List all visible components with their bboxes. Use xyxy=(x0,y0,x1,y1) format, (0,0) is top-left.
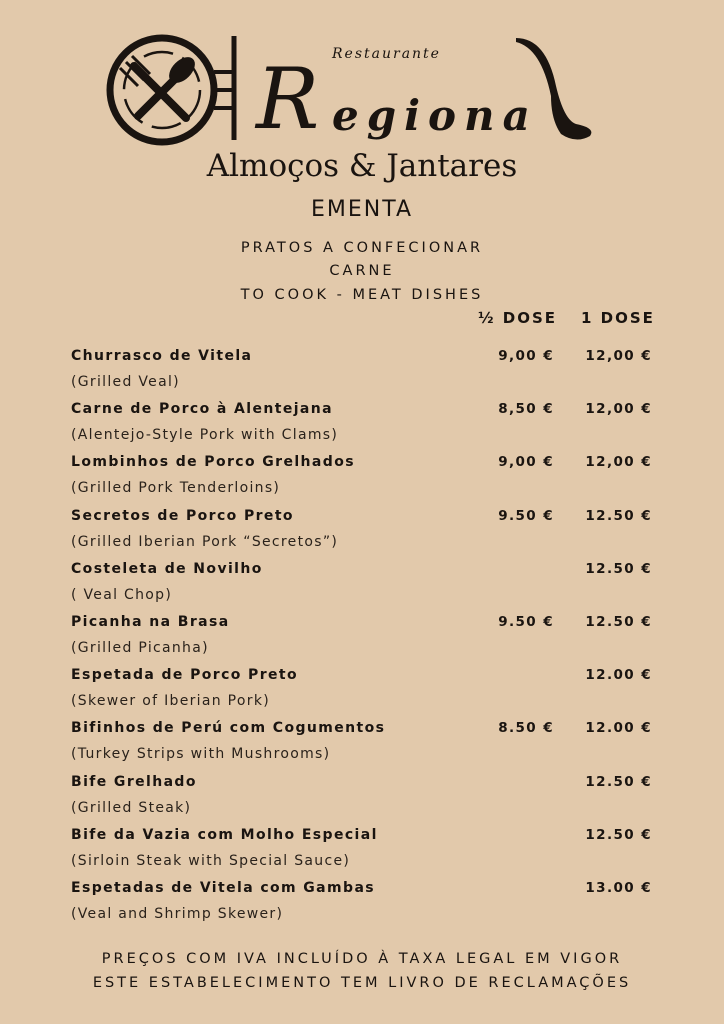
half-dose-price: 9,00 € xyxy=(498,348,554,364)
half-dose-price: 9.50 € xyxy=(498,507,554,524)
half-dose-price: 8,50 € xyxy=(498,401,554,418)
full-dose-header: 1 DOSE xyxy=(581,309,655,327)
menu-item xyxy=(71,453,661,506)
dish-name: Bifinhos de Perú com Cogumentos xyxy=(71,720,386,737)
menu-item xyxy=(71,879,661,932)
logo-initial: R xyxy=(256,50,320,146)
category-line2: CARNE xyxy=(329,263,395,279)
dish-translation: (Veal and Shrimp Skewer) xyxy=(71,906,284,922)
menu-item xyxy=(71,666,661,719)
dish-name: Espetadas de Vitela com Gambas xyxy=(71,880,376,896)
full-dose-price: 12,00 € xyxy=(585,454,652,471)
full-dose-price: 12.50 € xyxy=(585,560,652,577)
dish-name: Costeleta de Novilho xyxy=(71,560,263,577)
dish-translation: (Grilled Steak) xyxy=(71,799,192,816)
menu-item xyxy=(71,773,661,826)
dish-name: Lombinhos de Porco Grelhados xyxy=(71,454,355,471)
logo-small-text: Restaurante xyxy=(332,46,441,62)
logo-main-text: egiona xyxy=(332,91,538,140)
dish-translation: (Grilled Picanha) xyxy=(71,640,209,656)
half-dose-header: ½ DOSE xyxy=(478,309,558,327)
dish-name: Churrasco de Vitela xyxy=(71,348,253,364)
menu-item xyxy=(71,719,661,772)
plate-fork-spoon-icon xyxy=(110,36,234,142)
full-dose-price: 12.50 € xyxy=(585,614,652,630)
menu-item xyxy=(71,507,661,560)
half-dose-price: 8.50 € xyxy=(498,720,554,737)
subtitle: Almoços & Jantares xyxy=(206,148,518,184)
half-dose-price: 9.50 € xyxy=(498,614,554,630)
dish-name: Espetada de Porco Preto xyxy=(71,667,299,684)
category-line3: TO COOK - MEAT DISHES xyxy=(240,287,484,303)
half-dose-price: 9,00 € xyxy=(498,454,554,471)
full-dose-price: 12.00 € xyxy=(585,720,652,737)
menu-item xyxy=(71,613,661,666)
restaurant-logo xyxy=(96,30,596,146)
dish-name: Bife Grelhado xyxy=(71,773,197,790)
full-dose-price: 12.50 € xyxy=(585,507,652,524)
dish-name: Bife da Vazia com Molho Especial xyxy=(71,826,378,843)
dish-name: Secretos de Porco Preto xyxy=(71,507,294,524)
category-line1: PRATOS A CONFECIONAR xyxy=(240,240,484,256)
dish-translation: (Sirloin Steak with Special Sauce) xyxy=(71,852,351,869)
full-dose-price: 13.00 € xyxy=(585,880,652,896)
dish-name: Carne de Porco à Alentejana xyxy=(71,401,333,418)
dish-translation: (Turkey Strips with Mushrooms) xyxy=(71,746,331,763)
full-dose-price: 12.50 € xyxy=(585,773,652,790)
full-dose-price: 12.00 € xyxy=(585,667,652,684)
dish-translation: (Grilled Veal) xyxy=(71,374,180,390)
menu-item xyxy=(71,347,661,400)
menu-item xyxy=(71,560,661,613)
dish-name: Picanha na Brasa xyxy=(71,614,230,630)
footer-complaints-note: ESTE ESTABELECIMENTO TEM LIVRO DE RECLAMAÇÕES xyxy=(92,975,632,991)
full-dose-price: 12.50 € xyxy=(585,826,652,843)
dish-translation: (Grilled Iberian Pork “Secretos”) xyxy=(71,533,339,550)
full-dose-price: 12,00 € xyxy=(585,348,652,364)
full-dose-price: 12,00 € xyxy=(585,401,652,418)
dish-translation: ( Veal Chop) xyxy=(71,586,173,603)
dish-translation: (Grilled Pork Tenderloins) xyxy=(71,480,281,497)
dish-translation: (Skewer of Iberian Pork) xyxy=(71,693,270,710)
footer-vat-note: PREÇOS COM IVA INCLUÍDO À TAXA LEGAL EM VIGOR xyxy=(101,951,623,967)
page-title: EMENTA xyxy=(310,197,414,222)
menu-item xyxy=(71,400,661,453)
menu-item xyxy=(71,826,661,879)
dish-translation: (Alentejo-Style Pork with Clams) xyxy=(71,427,339,444)
